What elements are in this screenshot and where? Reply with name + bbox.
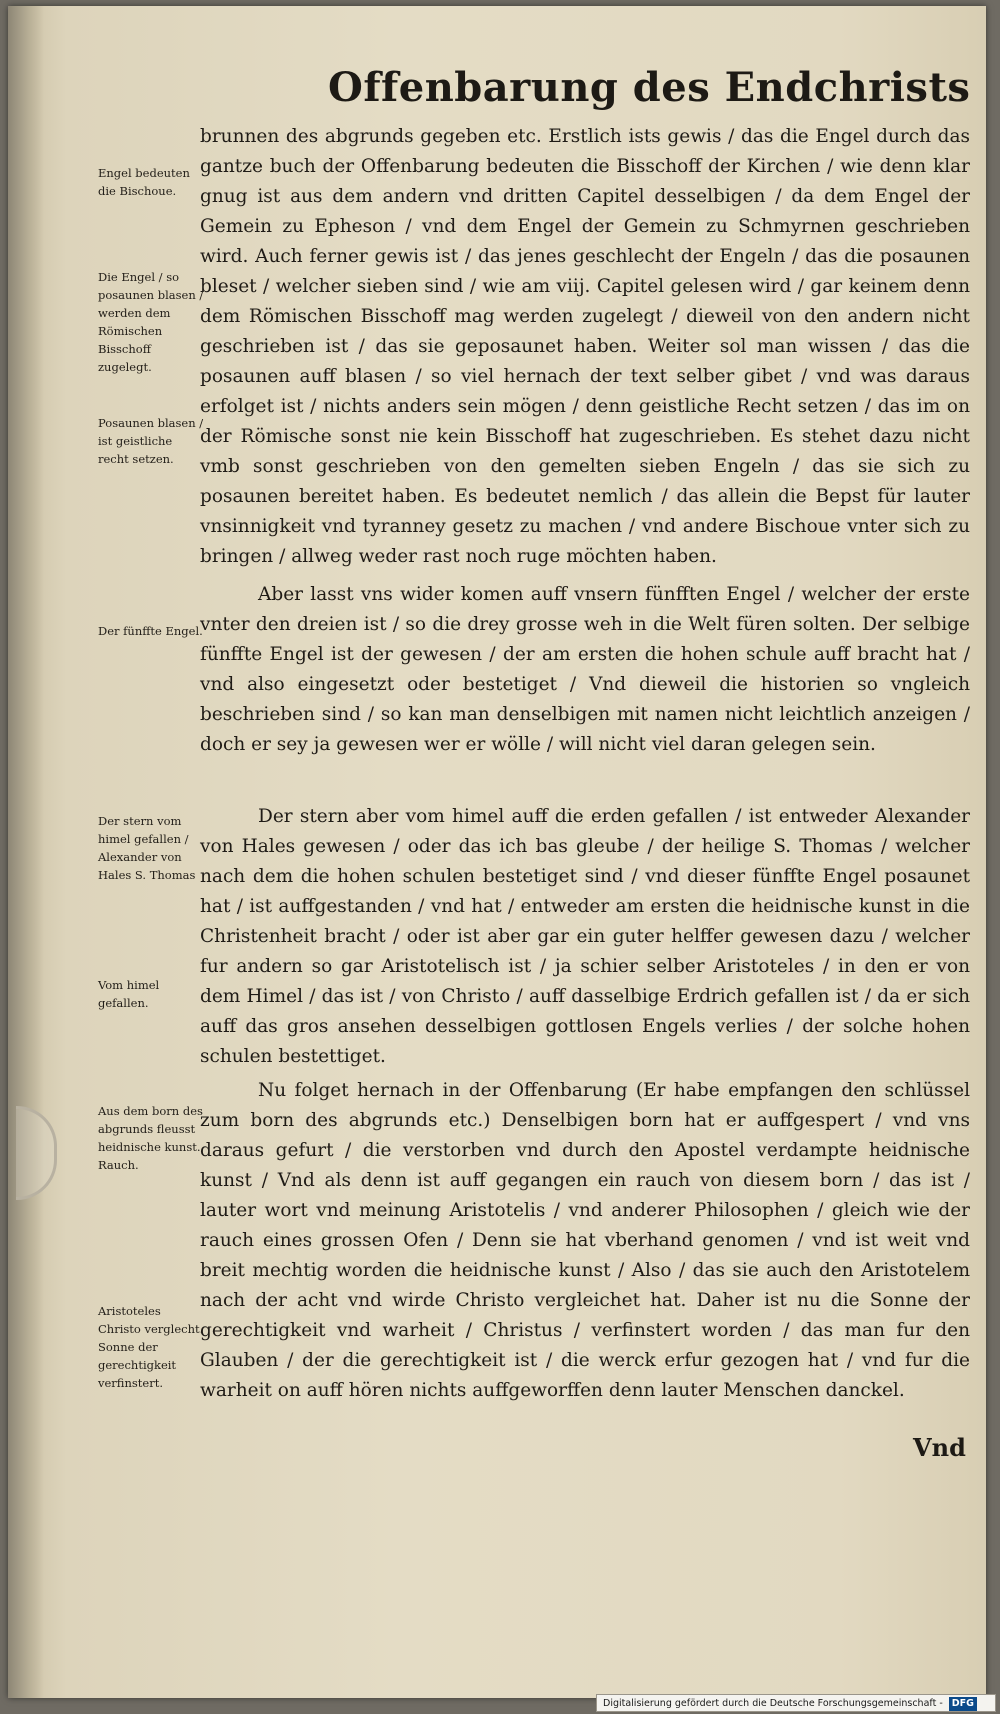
digitization-credit xyxy=(596,1694,996,1712)
page-gutter xyxy=(8,6,44,1698)
margin-note-8: Aristoteles Christo verglecht. Sonne der gerechtigkeit verfinstert. xyxy=(98,1304,204,1390)
margin-note-3: Posaunen blasen / ist geistliche recht setzen. xyxy=(98,416,204,466)
paragraph-3: Der stern aber vom himel auff die erden gefallen / ist entweder Alexander von Hales gewesen / oder das ich bas gleube / der heilige S. Thomas / welcher nach dem die hohen schulen bestetiget sind / vnd dieser fünffte Engel posaunet hat / ist auffgestanden / vnd hat / entweder am ersten die heidnische kunst in die Christenheit bracht / oder ist aber gar ein guter helffer gewesen dazu / welcher fur andern so gar Aristotelisch ist / ja schier selber Aristoteles / in den er von dem Himel / das ist / von Christo / auff dasselbige Erdrich gefallen ist / da er sich auff das gros ansehen desselbigen gottlosen Engels verlies / der solche hohen schulen bestettiget. xyxy=(200,806,970,1067)
margin-note-7: Aus dem born des abgrunds fleusst heidnische kunst. Rauch. xyxy=(98,1104,203,1172)
margin-note-2: Die Engel / so posaunen blasen / werden dem Römischen Bisschoff zugelegt. xyxy=(98,270,204,374)
margin-note-1: Engel bedeuten die Bischoue. xyxy=(98,166,190,198)
running-head: Offenbarung des Endchrists xyxy=(328,64,971,111)
credit-text: Digitalisierung gefördert durch die Deutsche Forschungsgemeinschaft - xyxy=(603,1698,943,1709)
dfg-logo: DFG xyxy=(949,1697,977,1711)
page-clip xyxy=(16,1106,57,1200)
margin-note-6: Vom himel gefallen. xyxy=(98,978,160,1010)
paragraph-2: Aber lasst vns wider komen auff vnsern fünfften Engel / welcher der erste vnter den dreien ist / so die drey grosse weh in die Welt füren solten. Der selbige fünffte Engel ist der gewesen / der am ersten die hohen schule auff bracht hat / vnd also eingesetzt oder bestetiget / Vnd dieweil die historien so vngleich beschrieben sind / so kan man denselbigen mit namen nicht leichtlich anzeigen / doch er sey ja gewesen wer er wölle / will nicht viel daran gelegen sein. xyxy=(200,584,970,755)
catchword: Vnd xyxy=(913,1433,966,1462)
margin-note-5: Der stern vom himel gefallen / Alexander von Hales S. Thomas xyxy=(98,814,196,882)
book-page xyxy=(8,6,986,1698)
margin-note-4: Der fünffte Engel. xyxy=(98,624,203,638)
paragraph-1: brunnen des abgrunds gegeben etc. Erstlich ists gewis / das die Engel durch das gantze buch der Offenbarung bedeuten die Bisschoff der Kirchen / wie denn klar gnug ist aus dem andern vnd dritten Capitel desselbigen / da dem Engel der Gemein zu Epheson / vnd dem Engel der Gemein zu Schmyrnen geschrieben wird. Auch ferner gewis ist / das jenes geschlecht der Engeln / das die posaunen bleset / welcher sieben sind / wie am viij. Capitel gelesen wird / gar keinem denn dem Römischen Bisschoff mag werden zugelegt / dieweil von den andern nicht geschrieben ist / das sie geposaunet haben. Weiter sol man wissen / das die posaunen auff blasen / so viel hernach der text selber gibet / vnd was daraus erfolget ist / nichts anders sein mögen / denn geistliche Recht setzen / das im on der Römische sonst nie kein Bisschoff hat zugeschrieben. Es stehet dazu nicht vmb sonst geschrieben von den gemelten sieben Engeln / das sie sich zu posaunen bereitet haben. Es bedeutet nemlich / das allein die Bepst für lauter vnsinnigkeit vnd tyranney gesetz zu machen / vnd andere Bischoue vnter sich zu bringen / allweg weder rast noch ruge möchten haben. xyxy=(200,126,970,567)
paragraph-4: Nu folget hernach in der Offenbarung (Er habe empfangen den schlüssel zum born des abgrunds etc.) Denselbigen born hat er auffgespert / vnd vns daraus gefurt / die verstorben vnd durch den Apostel verdampte heidnische kunst / Vnd als denn ist auff gegangen ein rauch von diesem born / das ist / lauter wort vnd meinung Aristotelis / vnd anderer Philosophen / gleich wie der rauch eines grossen Ofen / Denn sie hat vberhand genomen / vnd ist weit vnd breit mechtig worden die heidnische kunst / Also / das sie auch den Aristotelem nach der acht vnd wirde Christo vergleichet hat. Daher ist nu die Sonne der gerechtigkeit vnd warheit / Christus / verfinstert worden / das man fur den Glauben / der die gerechtigkeit ist / die werck erfur gezogen hat / vnd fur die warheit on auff hören nichts auffgeworffen denn lauter Menschen danckel. xyxy=(200,1080,970,1401)
